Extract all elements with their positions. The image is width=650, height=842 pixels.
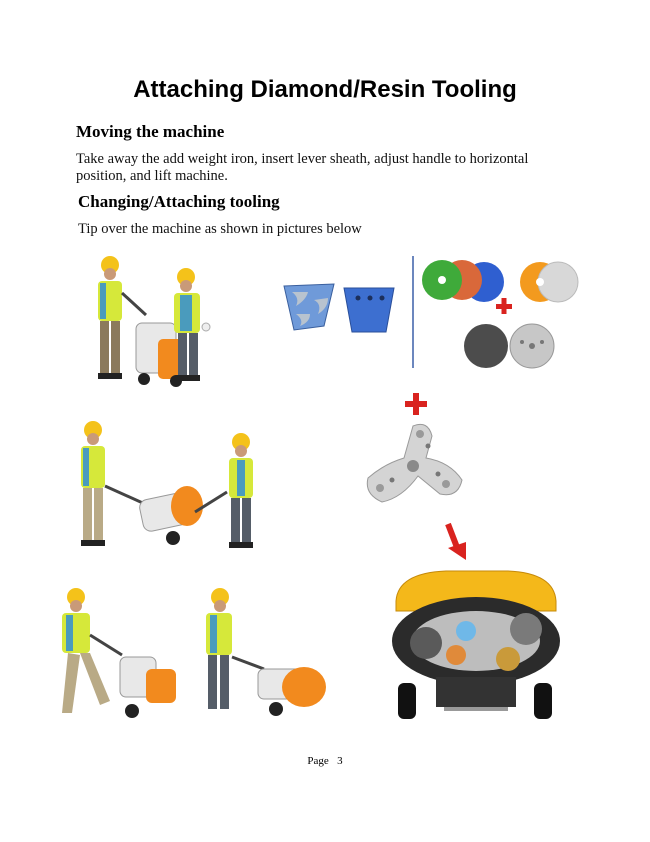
photo-tool-holder-plate bbox=[358, 418, 468, 510]
section-body-tooling: Tip over the machine as shown in pictures below bbox=[78, 221, 362, 237]
arrow-down-icon bbox=[444, 522, 468, 562]
page-label: Page bbox=[307, 755, 329, 767]
page-number bbox=[0, 755, 650, 767]
page-number-value: 3 bbox=[337, 755, 343, 767]
photo-diamond-segments bbox=[278, 280, 398, 342]
photo-resin-pads bbox=[420, 258, 580, 370]
figure-divider bbox=[410, 256, 416, 368]
photo-workers-moving-machine bbox=[88, 255, 238, 390]
photo-machine-underside bbox=[386, 567, 564, 725]
photo-workers-tilting-machine bbox=[75, 420, 265, 552]
photo-workers-tipping-machine bbox=[50, 585, 340, 725]
page-title: Attaching Diamond/Resin Tooling bbox=[133, 76, 517, 103]
section-body-moving: Take away the add weight iron, insert lever sheath, adjust handle to horizontal position, and lift machine. bbox=[76, 151, 529, 184]
section-heading-tooling: Changing/Attaching tooling bbox=[78, 192, 280, 211]
plus-icon bbox=[405, 393, 427, 415]
section-heading-moving: Moving the machine bbox=[76, 122, 225, 141]
